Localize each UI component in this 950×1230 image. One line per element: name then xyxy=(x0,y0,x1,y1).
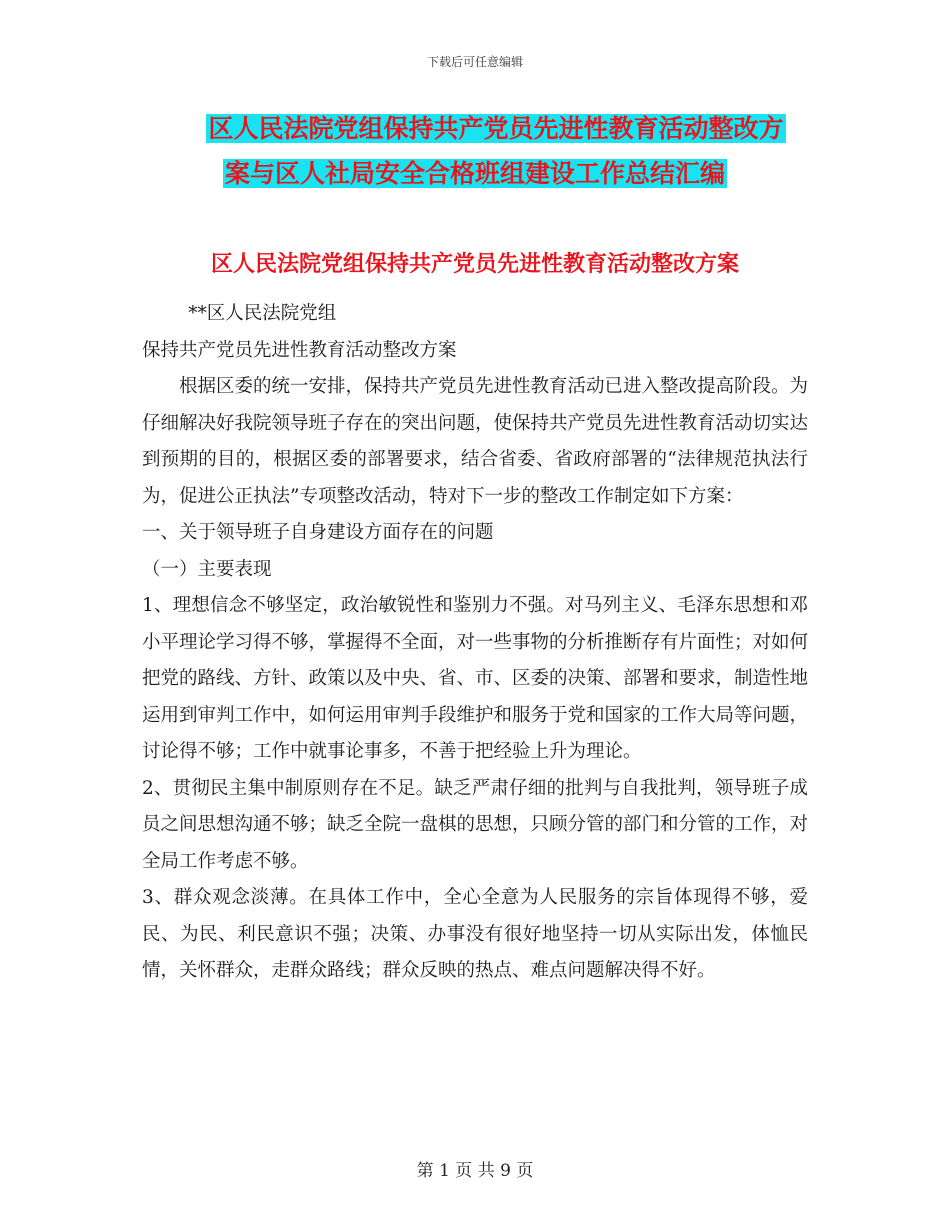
header-note: 下载后可任意编辑 xyxy=(426,55,523,69)
section-heading-1: 一、关于领导班子自身建设方面存在的问题 xyxy=(142,522,494,543)
item-1-paragraph: 1、理想信念不够坚定，政治敏锐性和鉴别力不强。对马列主义、毛泽东思想和邓小平理论学习得不够，掌握得不全面，对一些事物的分析推断存有片面性；对如何把党的路线、方针、政策以及中央、省、市、区委的决策、部署和要求，制造性地运用到审判工作中，如何运用审判手段维护和服务于党和国家的工作大局等问题，讨论得不够；工作中就事论事多，不善于把经验上升为理论。 xyxy=(142,595,809,762)
main-title-line-1 xyxy=(0,112,950,146)
document-body xyxy=(142,296,808,990)
main-title-line-2 xyxy=(0,157,950,191)
main-title-line-2-text: 案与区人社局安全合格班组建设工作总结汇编 xyxy=(224,159,725,188)
item-2-paragraph: 2、贯彻民主集中制原则存在不足。缺乏严肃仔细的批判与自我批判，领导班子成员之间思想沟通不够；缺乏全院一盘棋的思想，只顾分管的部门和分管的工作，对全局工作考虑不够。 xyxy=(142,777,809,872)
plan-subtitle: 保持共产党员先进性教育活动整改方案 xyxy=(142,339,457,361)
subsection-heading-1: （一）主要表现 xyxy=(142,558,272,580)
item-3-paragraph: 3、群众观念淡薄。在具体工作中，全心全意为人民服务的宗旨体现得不够，爱民、为民、利民意识不强；决策、办事没有很好地坚持一切从实际出发，体恤民情，关怀群众，走群众路线；群众反映的热点、难点问题解决得不好。 xyxy=(142,887,808,981)
section-title: 区人民法院党组保持共产党员先进性教育活动整改方案 xyxy=(210,252,739,277)
main-title-line-1-text: 区人民法院党组保持共产党员先进性教育活动整改方 xyxy=(208,114,784,143)
page-footer: 第 1 页 共 9 页 xyxy=(416,1161,534,1181)
intro-paragraph: 根据区委的统一安排，保持共产党员先进性教育活动已进入整改提高阶段。为仔细解决好我院领导班子存在的突出问题，使保持共产党员先进性教育活动切实达到预期的目的，根据区委的部署要求，结合省委、省政府部署的“法律规范执法行为，促进公正执法”专项整改活动，特对下一步的整改工作制定如下方案： xyxy=(142,376,809,507)
org-name: **区人民法院党组 xyxy=(188,303,337,324)
